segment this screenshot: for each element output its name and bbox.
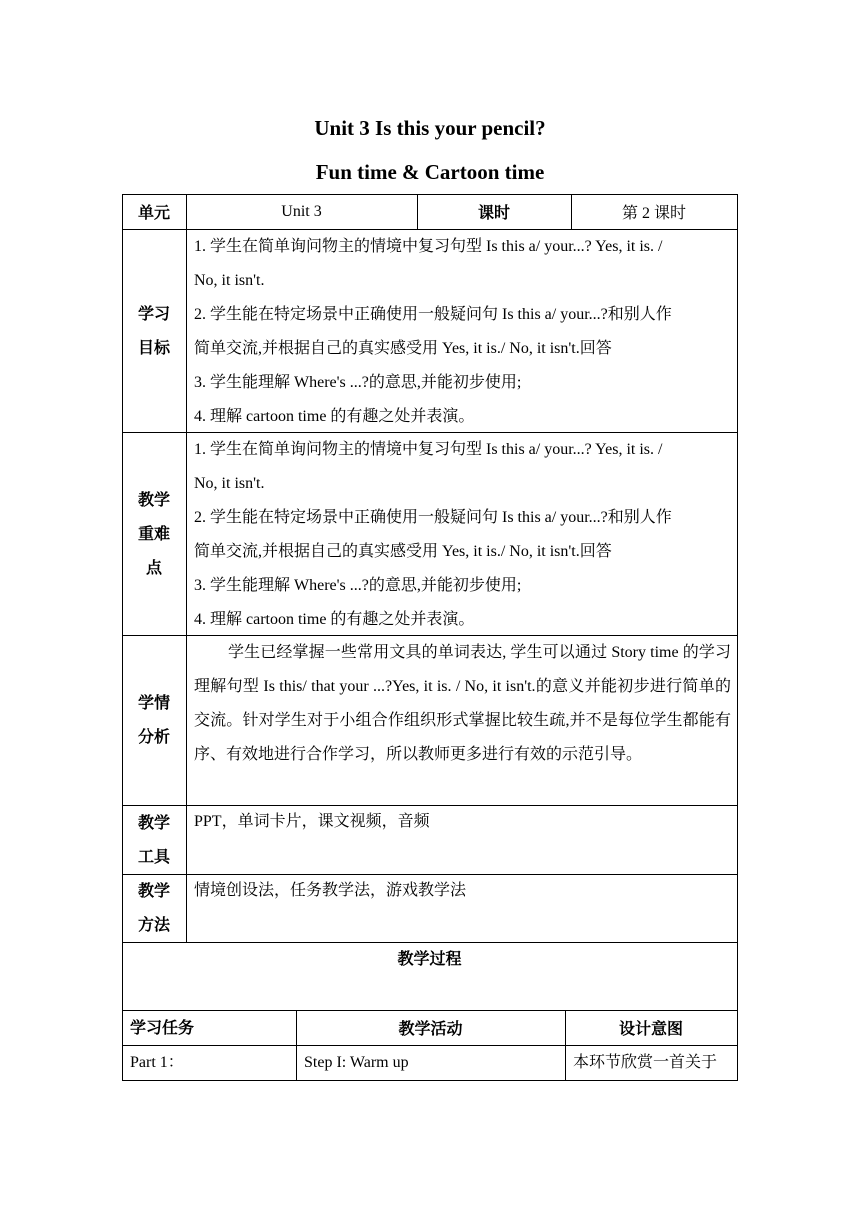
objectives-list — [194, 229, 730, 434]
objectives-label: 学习 目标 — [137, 303, 170, 357]
column-header-task: 学习任务 — [130, 1018, 195, 1037]
key-point-line: No, it isn't. — [194, 475, 265, 492]
objective-line: No, it isn't. — [194, 272, 265, 289]
title-line-2: Fun time & Cartoon time — [315, 160, 545, 184]
key-point-line: 4. 理解 cartoon time 的有趣之处并表演。 — [194, 611, 475, 628]
unit-value: Unit 3 — [281, 202, 322, 220]
column-header-activity: 教学活动 — [398, 1019, 463, 1038]
lesson-value: 第 2 课时 — [621, 205, 686, 222]
row1-activity: Step I: Warm up — [304, 1054, 409, 1071]
objective-line: 3. 学生能理解 Where's ...?的意思,并能初步使用; — [194, 374, 522, 391]
key-point-line: 2. 学生能在特定场景中正确使用一般疑问句 Is this a/ your...?和别人作 — [194, 509, 672, 526]
row1-intent: 本环节欣赏一首关于 — [573, 1054, 718, 1071]
row1-task: Part 1： — [130, 1054, 184, 1071]
analysis-text: 学生已经掌握一些常用文具的单词表达, 学生可以通过 Story time 的学习理解句型 Is this/ that your ...?Yes, it is. / No, it isn't.的意义并能初步进行简单的交流。针对学生对于小组合作组织形式掌握比较生疏,并不是每位学生都能有序、有效地进行合作学习，所以教师更多进行有效的示范引导。 — [194, 644, 731, 763]
objective-line: 2. 学生能在特定场景中正确使用一般疑问句 Is this a/ your...?和别人作 — [194, 306, 672, 323]
key-point-line: 简单交流,并根据自己的真实感受用 Yes, it is./ No, it isn't.回答 — [194, 543, 612, 560]
objective-line: 4. 理解 cartoon time 的有趣之处并表演。 — [194, 408, 475, 425]
key-point-line: 3. 学生能理解 Where's ...?的意思,并能初步使用; — [194, 577, 522, 594]
process-title: 教学过程 — [397, 949, 462, 968]
objective-line: 简单交流,并根据自己的真实感受用 Yes, it is./ No, it isn't.回答 — [194, 340, 612, 357]
key-points-list — [194, 432, 730, 637]
lesson-label: 课时 — [477, 203, 510, 222]
title-line-1: Unit 3 Is this your pencil? — [314, 116, 546, 140]
tools-text: PPT，单词卡片，课文视频，音频 — [194, 813, 430, 830]
methods-label: 教学 方法 — [137, 881, 170, 934]
unit-label: 单元 — [137, 203, 170, 222]
key-points-label: 教学 重难 点 — [137, 489, 170, 577]
analysis-label: 学情 分析 — [137, 693, 170, 746]
objective-line: 1. 学生在简单询问物主的情境中复习句型 Is this a/ your...? Yes, it is. / — [194, 238, 663, 255]
key-point-line: 1. 学生在简单询问物主的情境中复习句型 Is this a/ your...? Yes, it is. / — [194, 441, 663, 458]
tools-label: 教学 工具 — [137, 812, 170, 866]
methods-text: 情境创设法，任务教学法，游戏教学法 — [194, 882, 467, 899]
column-header-intent: 设计意图 — [618, 1019, 683, 1038]
